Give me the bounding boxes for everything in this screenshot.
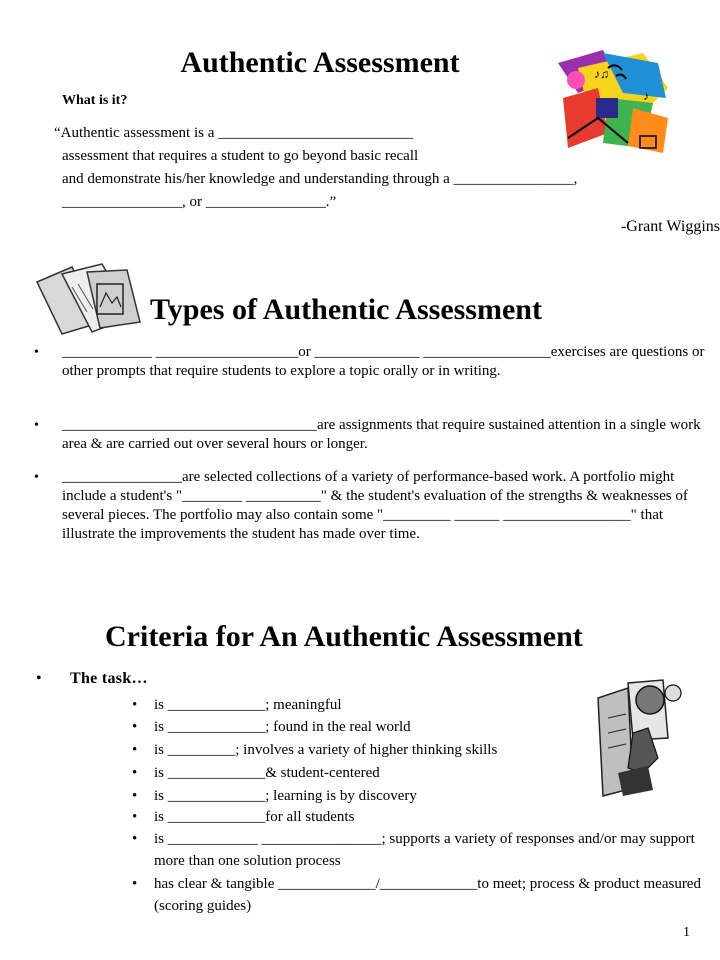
task-heading: The task… [70,670,148,687]
bullet: • [36,670,42,687]
type-list-item-2 [34,416,712,454]
documents-clipart-icon [32,262,142,337]
types-section-title: Types of Authentic Assessment [150,293,542,326]
criteria-text: is _________; involves a variety of higher thinking skills [154,742,498,758]
bullet: • [132,788,138,804]
criteria-text: is ____________ ________________; supports a variety of responses and/or may support more than one solution process [154,831,695,869]
type-item-text: ____________ ___________________or ______________ _________________exercises are questions or other prompts that require students to explore a topic orally or in writing. [62,344,705,379]
bullet: • [132,742,138,758]
criteria-section-title: Criteria for An Authentic Assessment [105,620,583,653]
quote-line-1-text: “Authentic assessment is a __________________________ [54,125,414,141]
type-item-text: __________________________________are assignments that require sustained attention in a single work area & are carried out over several hours or longer. [62,417,701,452]
bullet: • [132,719,138,735]
criteria-item-6 [132,806,719,828]
quote-line-4: ________________, or ________________.” [62,194,337,210]
page-title: Authentic Assessment [180,46,460,79]
abstract-music-clipart-icon [548,48,673,156]
bullet: • [132,831,138,847]
what-is-it-label: What is it? [62,93,128,108]
criteria-item-8 [132,873,719,917]
bullet: • [132,876,138,892]
bullet: • [34,418,39,433]
svg-text:♪♫: ♪♫ [594,67,609,81]
criteria-text: is _____________; found in the real world [154,719,411,735]
type-list-item-1 [34,343,712,381]
bullet: • [132,809,138,825]
type-list-item-3 [34,468,712,544]
quote-author: -Grant Wiggins [620,218,720,235]
quote-line-2: assessment that requires a student to go beyond basic recall [62,148,419,164]
type-item-text: ________________are selected collections of a variety of performance-based work. A portfolio might include a student's "________ __________" & the student's evaluation of the strengths & weaknesses of several pieces. The portfolio may also contain some "_________ ______ _________________" that illustrate the improvements the student has made over time. [62,469,688,542]
bullet: • [132,765,138,781]
bullet: • [34,345,39,360]
bullet: • [132,697,138,713]
criteria-text: is _____________; learning is by discovery [154,788,417,804]
page-number: 1 [683,925,690,940]
criteria-text: has clear & tangible _____________/_____________to meet; process & product measured (scoring guides) [154,876,701,914]
criteria-text: is _____________; meaningful [154,697,342,713]
quote-line-3: and demonstrate his/her knowledge and understanding through a ________________, [62,171,578,187]
criteria-item-7 [132,828,719,872]
thinking-person-clipart-icon [588,678,688,798]
criteria-text: is _____________& student-centered [154,765,380,781]
quote-line-1 [54,122,414,145]
criteria-text: is _____________for all students [154,809,355,825]
bullet: • [34,470,39,485]
svg-text:♪: ♪ [643,89,649,103]
